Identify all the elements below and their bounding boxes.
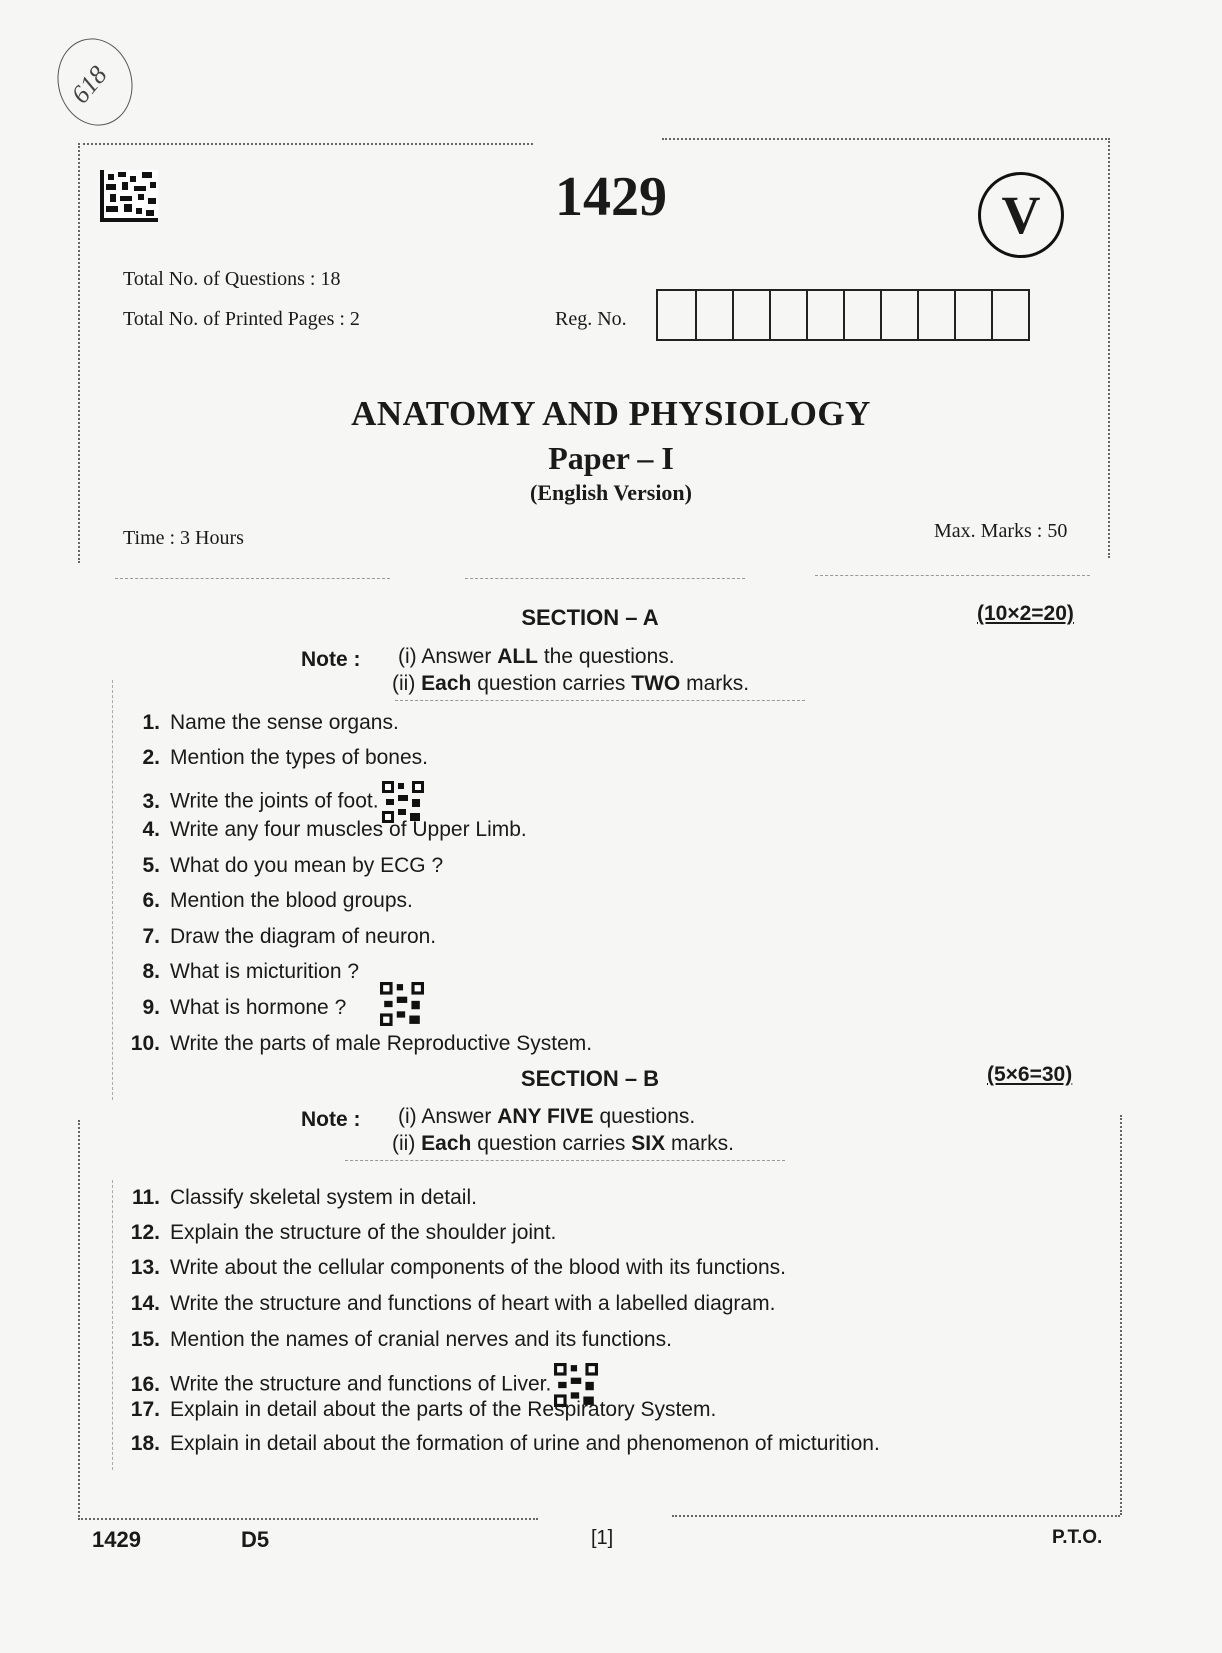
section-b-note-1: (i) Answer ANY FIVE questions. xyxy=(398,1105,696,1128)
qr-code-icon xyxy=(382,781,424,823)
section-a-note-label: Note : xyxy=(301,648,361,671)
question: 15. Mention the names of cranial nerves and its functions. xyxy=(130,1328,672,1351)
total-questions: Total No. of Questions : 18 xyxy=(123,268,341,290)
right-border-bottom xyxy=(1120,1115,1122,1515)
question: 10. Write the parts of male Reproductive System. xyxy=(130,1032,593,1055)
section-a-note-2: (ii) Each question carries TWO marks. xyxy=(392,672,750,695)
section-a-marks: (10×2=20) xyxy=(977,602,1074,625)
paper-code: 1429 xyxy=(555,166,667,228)
total-pages: Total No. of Printed Pages : 2 xyxy=(123,308,360,330)
subject-title: ANATOMY AND PHYSIOLOGY xyxy=(351,394,871,433)
reg-box[interactable] xyxy=(695,291,732,339)
question: 8. What is micturition ? xyxy=(142,960,360,983)
section-b-note-label: Note : xyxy=(301,1108,361,1131)
top-border-left xyxy=(78,143,533,145)
pto-label: P.T.O. xyxy=(1052,1527,1103,1548)
reg-box[interactable] xyxy=(769,291,806,339)
reg-no-boxes[interactable] xyxy=(656,289,1030,341)
divider xyxy=(465,578,745,579)
page-number: [1] xyxy=(591,1527,614,1549)
section-a-title: SECTION – A xyxy=(521,605,659,630)
top-border-right xyxy=(662,138,1110,140)
question: 16. Write the structure and functions of Liver. xyxy=(116,1363,598,1407)
question: 3. Write the joints of foot. xyxy=(126,781,424,823)
reg-box[interactable] xyxy=(880,291,917,339)
reg-box[interactable] xyxy=(658,291,695,339)
question: 18. Explain in detail about the formation of urine and phenomenon of micturition. xyxy=(130,1432,880,1455)
reg-box[interactable] xyxy=(732,291,769,339)
reg-box[interactable] xyxy=(806,291,843,339)
divider xyxy=(115,578,390,579)
time-allowed: Time : 3 Hours xyxy=(123,527,244,549)
footer-set: D5 xyxy=(241,1527,270,1552)
divider xyxy=(815,575,1090,576)
paper-title: Paper – I xyxy=(548,440,674,476)
question: 12. Explain the structure of the shoulder joint. xyxy=(130,1221,557,1244)
section-b-note-2: (ii) Each question carries SIX marks. xyxy=(392,1132,734,1155)
left-border-bottom xyxy=(78,1120,80,1520)
bottom-border-right xyxy=(672,1515,1120,1517)
handwritten-number: 618 xyxy=(65,60,113,109)
bottom-border-left xyxy=(78,1518,538,1520)
question: 9. What is hormone ? xyxy=(142,996,347,1019)
margin-line xyxy=(112,1180,113,1470)
question: 7. Draw the diagram of neuron. xyxy=(142,925,437,948)
question: 4. Write any four muscles of Upper Limb. xyxy=(142,818,527,841)
version-badge: V xyxy=(978,172,1064,258)
reg-box[interactable] xyxy=(954,291,991,339)
note-underline xyxy=(345,1160,785,1161)
barcode-icon xyxy=(100,170,158,222)
max-marks: Max. Marks : 50 xyxy=(934,520,1068,542)
question: 5. What do you mean by ECG ? xyxy=(142,854,444,877)
question: 2. Mention the types of bones. xyxy=(142,746,428,769)
section-b-marks: (5×6=30) xyxy=(987,1063,1073,1086)
reg-no-label: Reg. No. xyxy=(555,308,627,330)
question: 14. Write the structure and functions of heart with a labelled diagram. xyxy=(130,1292,776,1315)
margin-line xyxy=(112,680,113,1100)
question: 11. Classify skeletal system in detail. xyxy=(131,1186,477,1209)
question: 17. Explain in detail about the parts of the Respiratory System. xyxy=(130,1398,717,1421)
note-underline xyxy=(395,700,805,701)
section-a-note-1: (i) Answer ALL the questions. xyxy=(398,645,675,668)
reg-box[interactable] xyxy=(991,291,1028,339)
reg-box[interactable] xyxy=(917,291,954,339)
reg-box[interactable] xyxy=(843,291,880,339)
footer-code: 1429 xyxy=(92,1527,141,1552)
question: 6. Mention the blood groups. xyxy=(142,889,413,912)
qr-code-icon xyxy=(380,982,424,1026)
language-version: (English Version) xyxy=(530,480,692,505)
section-b-title: SECTION – B xyxy=(520,1066,660,1091)
question: 1. Name the sense organs. xyxy=(142,711,399,734)
question: 13. Write about the cellular components of the blood with its functions. xyxy=(130,1256,786,1279)
